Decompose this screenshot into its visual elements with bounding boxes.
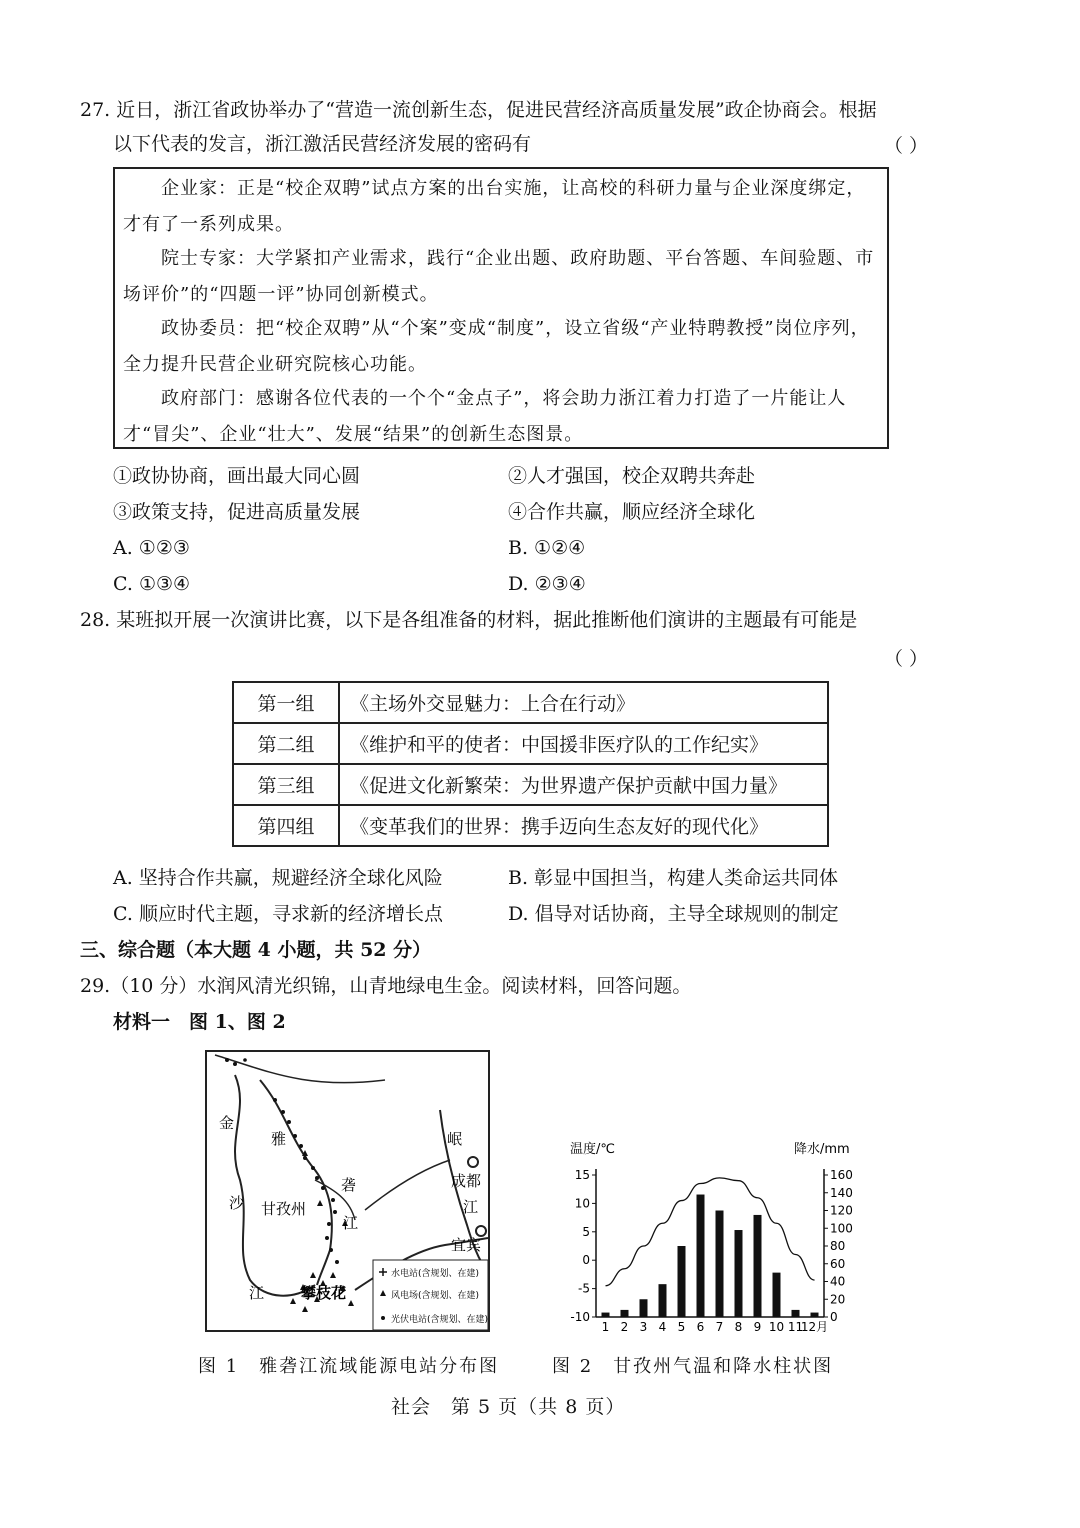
y-right-tick-label: 160 xyxy=(830,1168,853,1182)
table-row xyxy=(233,682,828,723)
x-tick-label: 5 xyxy=(677,1320,686,1334)
figure-2-caption: 图 2 甘孜州气温和降水柱状图 xyxy=(552,1356,834,1377)
y-right-tick-label: 100 xyxy=(830,1221,853,1236)
label-jiang-mid: 江 xyxy=(343,1214,359,1232)
x-tick-label: 2 xyxy=(620,1320,629,1334)
label-chengdu: 成都 xyxy=(451,1172,482,1190)
y-right-tick-label: 140 xyxy=(830,1185,853,1200)
precipitation-bar xyxy=(659,1284,667,1317)
q27-item-4: ④合作共赢，顺应经济全球化 xyxy=(508,501,756,523)
section-3-heading: 三、综合题（本大题 4 小题，共 52 分） xyxy=(80,939,432,961)
y-left-tick-label: 10 xyxy=(574,1196,590,1211)
label-jin: 金 xyxy=(219,1114,235,1132)
q27-material-academician: 院士专家：大学紧扣产业需求，践行“企业出题、政府助题、平台答题、车间验题、市场评价”的“四题一评”协同创新模式。 xyxy=(123,248,875,305)
precipitation-bar xyxy=(716,1211,724,1318)
y-right-tick-label: 0 xyxy=(830,1310,838,1324)
label-yibin: 宜宾 xyxy=(451,1236,482,1254)
table-row xyxy=(233,723,828,764)
q27-option-a[interactable]: A. ①②③ xyxy=(113,537,190,559)
precipitation-bar xyxy=(792,1310,800,1317)
q29-material-label: 材料一 图 1、图 2 xyxy=(113,1011,286,1033)
figure-1-map xyxy=(205,1050,490,1332)
q28-option-c[interactable]: C. 顺应时代主题，寻求新的经济增长点 xyxy=(113,903,443,925)
group-cell: 第三组 xyxy=(233,764,339,805)
table-row xyxy=(233,764,828,805)
precipitation-bar xyxy=(621,1310,629,1317)
y-left-tick-label: 15 xyxy=(574,1168,590,1182)
x-tick-label: 4 xyxy=(658,1320,667,1334)
y-left-label: 温度/℃ xyxy=(570,1142,615,1157)
q27-option-c[interactable]: C. ①③④ xyxy=(113,573,191,595)
group-cell: 第一组 xyxy=(233,682,339,723)
y-left-tick-label: 5 xyxy=(582,1224,590,1239)
q27-option-d[interactable]: D. ②③④ xyxy=(508,573,586,595)
precipitation-bar xyxy=(678,1246,686,1317)
precipitation-bar xyxy=(773,1273,781,1317)
y-right-tick-label: 120 xyxy=(830,1203,853,1218)
precipitation-bar xyxy=(602,1313,610,1317)
q29-stem: 29.（10 分）水润风清光织锦，山青地绿电生金。阅读材料，回答问题。 xyxy=(80,975,692,997)
q27-item-3: ③政策支持，促进高质量发展 xyxy=(113,501,361,523)
q28-stem: 28. 某班拟开展一次演讲比赛，以下是各组准备的材料，据此推断他们演讲的主题最有可能是 xyxy=(80,609,858,631)
y-right-tick-label: 80 xyxy=(830,1239,846,1253)
legend-hydro: 水电站(含规划、在建) xyxy=(391,1269,480,1279)
q27-stem-line1: 27. 近日，浙江省政协举办了“营造一流创新生态，促进民营经济高质量发展”政企协商会。根据 xyxy=(80,99,877,121)
x-tick-label: 11 xyxy=(787,1320,804,1334)
q27-answer-paren: （ ） xyxy=(884,135,929,157)
table-row xyxy=(233,805,828,846)
label-sha: 沙 xyxy=(229,1194,245,1212)
label-panzhihua: 攀枝花 xyxy=(301,1284,347,1302)
q28-groups-table xyxy=(232,681,829,847)
chengdu-marker xyxy=(468,1157,478,1167)
x-tick-label: 8 xyxy=(734,1320,743,1334)
title-cell: 《维护和平的使者：中国援非医疗队的工作纪实》 xyxy=(339,723,828,764)
group-cell: 第四组 xyxy=(233,805,339,846)
group-cell: 第二组 xyxy=(233,723,339,764)
temperature-line xyxy=(606,1178,815,1286)
label-ya: 雅 xyxy=(271,1130,287,1148)
precipitation-bar xyxy=(811,1313,819,1317)
label-min: 岷 xyxy=(447,1130,463,1148)
x-tick-label: 1 xyxy=(601,1320,610,1334)
legend-wind: 风电场(含规划、在建) xyxy=(391,1291,480,1301)
precipitation-bar xyxy=(640,1299,648,1317)
y-left-tick-label: -5 xyxy=(578,1281,590,1296)
q27-material-entrepreneur: 企业家：正是“校企双聘”试点方案的出台实施，让高校的科研力量与企业深度绑定，才有了一系列成果。 xyxy=(123,178,866,235)
label-jiang-west: 江 xyxy=(249,1284,265,1302)
title-cell: 《促进文化新繁荣：为世界遗产保护贡献中国力量》 xyxy=(339,764,828,805)
y-right-tick-label: 40 xyxy=(830,1274,846,1289)
y-left-tick-label: -10 xyxy=(570,1310,590,1324)
figure-1-caption: 图 1 雅砻江流域能源电站分布图 xyxy=(198,1356,500,1377)
q27-item-1: ①政协协商，画出最大同心圆 xyxy=(113,465,361,487)
x-tick-label: 7 xyxy=(715,1320,724,1334)
precipitation-bar xyxy=(697,1195,705,1317)
label-long: 砻 xyxy=(341,1176,357,1194)
q28-option-b[interactable]: B. 彰显中国担当，构建人类命运共同体 xyxy=(508,867,839,889)
x-tick-label: 3 xyxy=(639,1320,648,1334)
title-cell: 《变革我们的世界：携手迈向生态友好的现代化》 xyxy=(339,805,828,846)
legend-solar: 光伏电站(含规划、在建) xyxy=(391,1315,489,1325)
q27-material-cppcc-member: 政协委员：把“校企双聘”从“个案”变成“制度”，设立省级“产业特聘教授”岗位序列，全力提升民营企业研究院核心功能。 xyxy=(123,318,870,375)
q27-item-2: ②人才强国，校企双聘共奔赴 xyxy=(508,465,756,487)
q27-stem-line2: 以下代表的发言，浙江激活民营经济发展的密码有 xyxy=(113,133,532,155)
y-right-label: 降水/mm xyxy=(794,1142,850,1157)
y-right-tick-label: 60 xyxy=(830,1256,846,1271)
solar-station-icon xyxy=(381,1316,385,1320)
y-right-tick-label: 20 xyxy=(830,1292,846,1307)
yibin-marker xyxy=(476,1226,486,1236)
q28-answer-paren: （ ） xyxy=(884,648,929,670)
page-footer: 社会 第 5 页（共 8 页） xyxy=(391,1396,626,1418)
label-ganzi: 甘孜州 xyxy=(261,1200,307,1218)
precipitation-bar xyxy=(735,1230,743,1317)
q28-option-d[interactable]: D. 倡导对话协商，主导全球规则的制定 xyxy=(508,903,839,925)
y-left-tick-label: 0 xyxy=(582,1253,590,1268)
q28-option-a[interactable]: A. 坚持合作共赢，规避经济全球化风险 xyxy=(113,867,443,889)
q27-option-b[interactable]: B. ①②④ xyxy=(508,537,586,559)
x-tick-label: 9 xyxy=(753,1320,762,1334)
q27-material-government: 政府部门：感谢各位代表的一个个“金点子”，将会助力浙江着力打造了一片能让人才“冒尖”、企业“壮大”、发展“结果”的创新生态图景。 xyxy=(123,388,847,445)
title-cell: 《主场外交显魅力：上合在行动》 xyxy=(339,682,828,723)
figure-2-climate-chart xyxy=(560,1135,860,1340)
x-tick-label: 10 xyxy=(768,1320,785,1334)
q27-material-box xyxy=(113,167,889,449)
x-tick-label: 6 xyxy=(696,1320,705,1334)
precipitation-bar xyxy=(754,1215,762,1317)
label-jiang-east: 江 xyxy=(463,1198,479,1216)
x-tick-label: 12月 xyxy=(800,1320,829,1334)
